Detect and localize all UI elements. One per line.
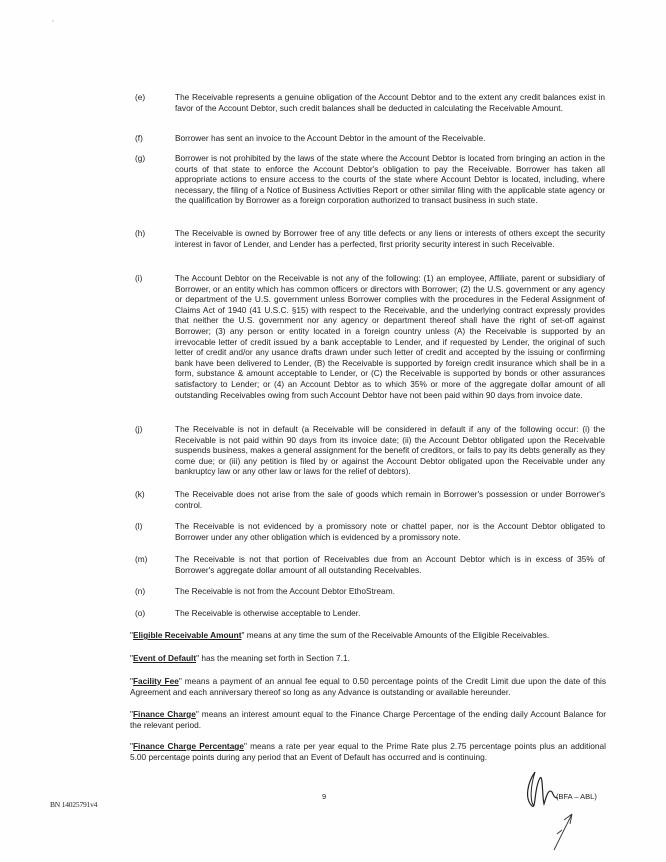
list-item-o (135, 608, 605, 619)
item-text: The Receivable is not from the Account Debtor EthoStream. (175, 586, 395, 596)
item-text: The Receivable is otherwise acceptable to Lender. (175, 608, 361, 618)
item-text: The Receivable is not evidenced by a promissory note or chattel paper, nor is the Account Debtor obligated to Borrower under any other obligation which is evidenced by a promissory note. (175, 521, 605, 542)
footer-tag: (BFA – ABL) (556, 792, 597, 801)
page-number: 9 (322, 792, 327, 801)
item-text: The Account Debtor on the Receivable is not any of the following: (1) an employee, Affiliate, parent or subsidiary of Borrower, or an entity which has common officers or directors with Borrower; (2) the U.S. government or any agency or department of the U.S. government unless Borrower complies with the procedures in the Federal Assignment of Claims Act of 1940 (41 U.S.C. §15) with respect to the Receivable, and the underlying contract expressly provides that neither the U.S. government nor any agency or department thereof shall have the right of set-off against Borrower; (3) any person or entity located in a foreign country unless (A) the Receivable is supported by an irrevocable letter of credit issued by a bank acceptable to Lender, and if requested by Lender, the original of such letter of credit and/or any usance drafts drawn under such letter of credit and accepted by the issuing or confirming bank have been delivered to Lender, (B) the Receivable is supported by foreign credit insurance which shall be in a form, substance & amount acceptable to Lender, or (C) the Receivable is supported by bonds or other assurances satisfactory to Lender; or (4) an Account Debtor as to which 35% or more of the aggregate dollar amount of all outstanding Receivables owing from such Account Debtor have not been paid within 90 days from invoice date. (175, 273, 605, 400)
item-text: The Receivable is not in default (a Receivable will be considered in default if any of the following occur: (i) the Receivable is not paid within 90 days from its invoice date; (ii) the Account Debtor obligated upon the Receivable suspends business, makes a general assignment for the benefit of creditors, or fails to pay its debts generally as they come due; or (iii) any petition is filed by or against the Account Debtor obligated upon the Receivable under any bankruptcy law or any other law or laws for the relief of debtors). (175, 424, 605, 477)
definition-finance-charge: "Finance Charge" means an interest amount equal to the Finance Charge Percentage of the ending daily Account Balance for the relevant period. (130, 709, 606, 730)
item-text: The Receivable does not arise from the sale of goods which remain in Borrower's possession or under Borrower's control. (175, 489, 605, 510)
defined-term: Finance Charge (132, 709, 196, 719)
list-item-n (135, 586, 605, 597)
item-text: Borrower is not prohibited by the laws of the state where the Account Debtor is located from bringing an action in the courts of that state to enforce the Account Debtor's obligation to pay the Receivable. Borrower has taken all appropriate actions to ensure access to the courts of the state where Account Debtor is located, including, where necessary, the filing of a Notice of Business Activities Report or other similar filing with the applicable state agency or the qualification by Borrower as a foreign corporation authorized to transact business in such state. (175, 153, 605, 206)
definition-text: " means a payment of an annual fee equal to 0.50 percentage points of the Credit Limit due upon the date of this Agreement and each anniversary thereof so long as any Advance is outstanding or available hereunder. (130, 676, 606, 697)
definition-text: " means a rate per year equal to the Prime Rate plus 2.75 percentage points plus an additional 5.00 percentage points during any period that an Event of Default has occurred and is continuing. (130, 741, 606, 762)
definition-facility-fee: "Facility Fee" means a payment of an annual fee equal to 0.50 percentage points of the Credit Limit due upon the date of this Agreement and each anniversary thereof so long as any Advance is outstanding or available hereunder. (130, 676, 606, 697)
scan-speck (52, 20, 54, 22)
item-label: (l) (135, 521, 143, 531)
list-item-e (135, 92, 605, 113)
definition-eligible-receivable-amount: "Eligible Receivable Amount" means at any time the sum of the Receivable Amounts of the Eligible Receivables. (130, 630, 550, 640)
defined-term: Facility Fee (132, 676, 179, 686)
document-id: BN 14025791v4 (50, 800, 98, 809)
item-label: (i) (135, 273, 143, 283)
list-item-h (135, 228, 605, 249)
item-label: (j) (135, 424, 143, 434)
list-item-g (135, 153, 605, 206)
item-label: (h) (135, 228, 146, 238)
definition-text: " means at any time the sum of the Receivable Amounts of the Eligible Receivables. (241, 630, 550, 640)
signature-initials-icon (510, 768, 590, 858)
definition-text: " means an interest amount equal to the Finance Charge Percentage of the ending daily Account Balance for the relevant period. (130, 709, 606, 730)
list-item-m (135, 554, 605, 575)
item-text: The Receivable represents a genuine obligation of the Account Debtor and to the extent any credit balances exist in favor of the Account Debtor, such credit balances shall be deducted in calculating the Receivable Amount. (175, 92, 605, 113)
item-label: (o) (135, 608, 146, 618)
item-label: (n) (135, 586, 146, 596)
list-item-k (135, 489, 605, 510)
item-label: (k) (135, 489, 145, 499)
item-label: (e) (135, 92, 146, 102)
item-text: The Receivable is owned by Borrower free of any title defects or any liens or interests of others except the security interest in favor of Lender, and Lender has a perfected, first priority security interest in such Receivable. (175, 228, 605, 249)
defined-term: Finance Charge Percentage (132, 741, 244, 751)
definition-text: " has the meaning set forth in Section 7.1. (196, 653, 350, 663)
definition-event-of-default: "Event of Default" has the meaning set forth in Section 7.1. (130, 653, 350, 663)
item-label: (f) (135, 133, 143, 143)
item-label: (m) (135, 554, 148, 564)
defined-term: Eligible Receivable Amount (132, 630, 242, 640)
item-text: Borrower has sent an invoice to the Account Debtor in the amount of the Receivable. (175, 133, 486, 143)
list-item-l (135, 521, 605, 542)
item-text: The Receivable is not that portion of Receivables due from an Account Debtor which is in excess of 35% of Borrower's aggregate dollar amount of all outstanding Receivables. (175, 554, 605, 575)
definition-finance-charge-percentage: "Finance Charge Percentage" means a rate per year equal to the Prime Rate plus 2.75 percentage points plus an additional 5.00 percentage points during any period that an Event of Default has occurred and is continuing. (130, 741, 606, 762)
defined-term: Event of Default (132, 653, 197, 663)
list-item-i (135, 273, 605, 400)
list-item-f (135, 133, 605, 144)
item-label: (g) (135, 153, 146, 163)
list-item-j (135, 424, 605, 477)
